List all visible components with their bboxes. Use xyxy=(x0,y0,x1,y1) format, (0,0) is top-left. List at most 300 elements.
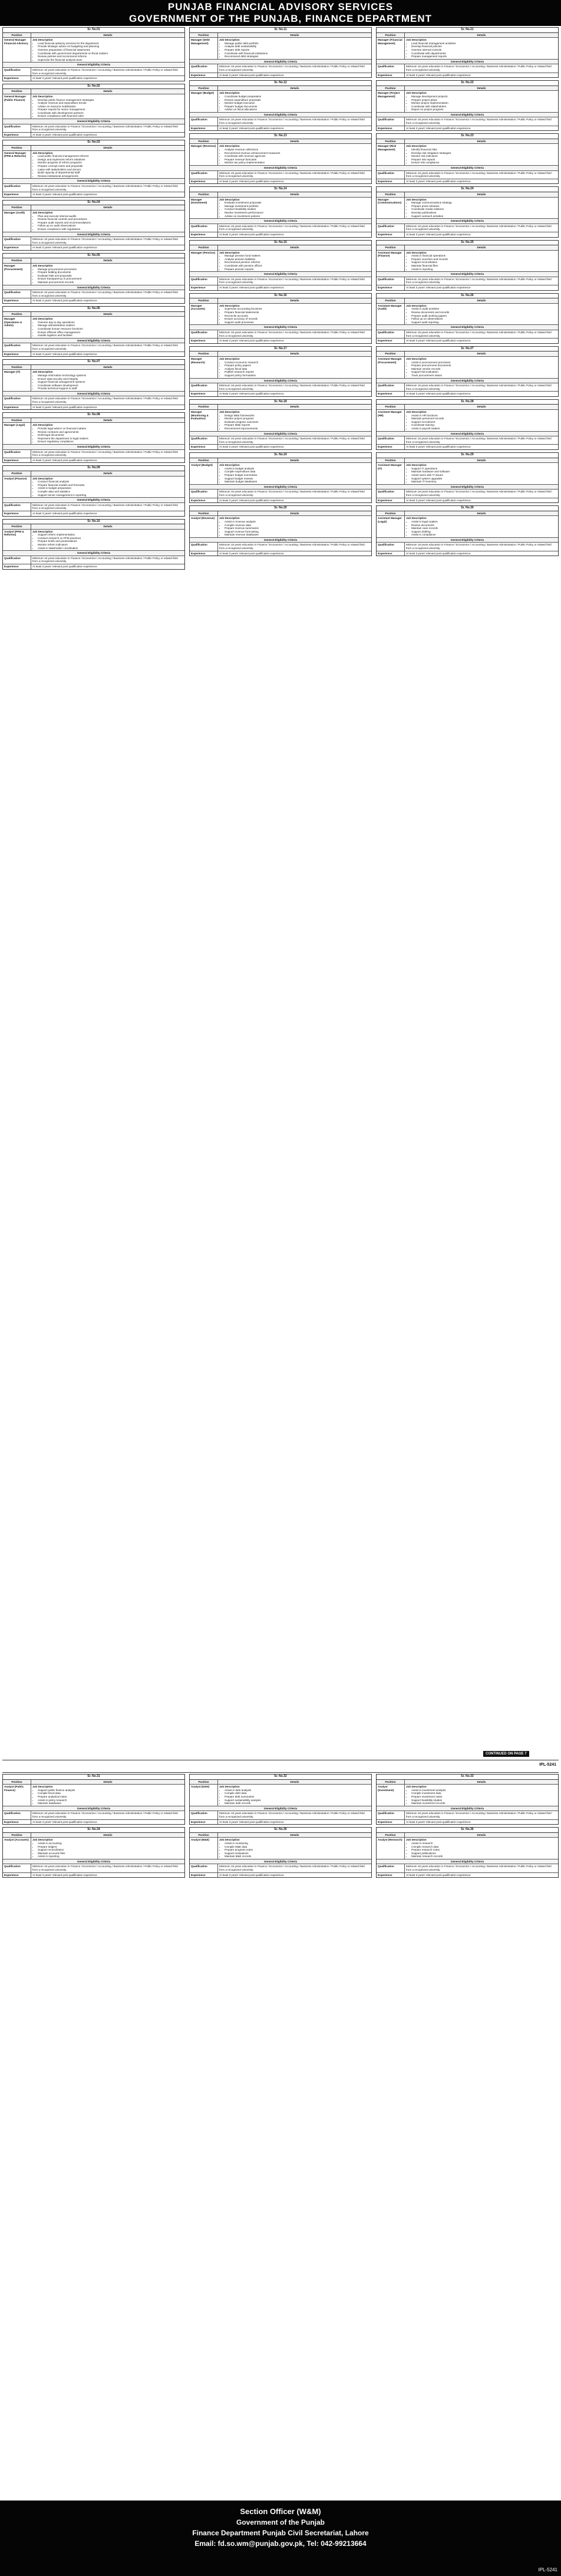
serial-number: Sr. No.31 xyxy=(3,1775,184,1780)
details-label: Details xyxy=(290,192,299,196)
experience-text: At least 3 years' relevant post qualification experience. xyxy=(32,458,98,462)
details-header xyxy=(377,405,558,410)
job-duties-list xyxy=(406,467,557,484)
job-description-row xyxy=(190,357,371,379)
qualification-text: Minimum 16 years education in Finance / Economics / Accounting / Business Administration / Public Policy or related field from a recognized university. xyxy=(219,224,365,231)
position-label: Position xyxy=(190,86,218,91)
job-duties-list xyxy=(406,414,557,431)
experience-label: Experience xyxy=(3,192,31,197)
job-duty-item: • Manage public debt portfolio xyxy=(225,42,370,45)
position-title: Manager (Procurement) xyxy=(3,264,31,285)
job-duties-list xyxy=(32,427,183,443)
experience-text: At least 3 years' relevant post qualification experience. xyxy=(32,193,98,196)
job-description xyxy=(218,463,371,484)
details-label: Details xyxy=(290,1833,299,1836)
qualification-text: Minimum 16 years education in Finance / Economics / Accounting / Business Administration / Public Policy or related field from a recognized university. xyxy=(32,1865,178,1872)
job-description-label: Job Description xyxy=(219,517,240,520)
job-description xyxy=(31,370,184,391)
details-header xyxy=(377,33,558,38)
experience-row xyxy=(3,1820,184,1825)
experience-row xyxy=(190,392,371,396)
job-duty-item: • Oversee internal controls xyxy=(411,48,557,52)
details-label: Details xyxy=(477,1833,486,1836)
qualification-text: Minimum 16 years education in Finance / Economics / Accounting / Business Administration / Public Policy or related field from a recognized university. xyxy=(406,118,552,125)
experience-row xyxy=(377,1820,558,1825)
job-description-row xyxy=(3,94,184,119)
job-description-row xyxy=(3,1785,184,1806)
position-title: Manager (Revenue) xyxy=(190,144,218,165)
position-box xyxy=(2,359,185,410)
separator-band xyxy=(2,1760,559,1773)
job-description-label: Job Description xyxy=(406,517,427,520)
experience-label: Experience xyxy=(190,445,218,449)
job-description-row xyxy=(377,463,558,485)
experience-label: Experience xyxy=(377,551,405,556)
position-label: Position xyxy=(377,351,405,356)
position-label: Position xyxy=(190,351,218,356)
details-label: Details xyxy=(103,471,113,475)
job-duties-list xyxy=(219,467,370,484)
job-duty-item: • Develop publications xyxy=(411,211,557,215)
experience-text: At least 3 years' relevant post qualification experience. xyxy=(406,392,471,396)
general-eligibility-label: General Eligibility Criteria xyxy=(263,166,298,169)
job-description xyxy=(218,91,371,112)
job-duty-item: • Assist in investment analysis xyxy=(411,1789,557,1792)
general-eligibility-label: General Eligibility Criteria xyxy=(263,538,298,541)
general-eligibility-header xyxy=(190,272,371,277)
details-header xyxy=(3,89,184,94)
job-description-row xyxy=(190,91,371,113)
positions-columns xyxy=(2,27,559,1757)
job-description xyxy=(218,1838,371,1859)
job-duty-item: • Prepare risk reports xyxy=(411,158,557,162)
job-duty-item: • Report on project progress xyxy=(411,108,557,111)
job-duties-list xyxy=(32,321,183,337)
job-duties-list xyxy=(32,215,183,231)
experience-row xyxy=(3,1873,184,1878)
details-label: Details xyxy=(477,511,486,515)
qualification-text: Minimum 16 years education in Finance / Economics / Accounting / Business Administration / Public Policy or related field from a recognized university. xyxy=(32,344,178,350)
job-description-row xyxy=(377,357,558,379)
details-header xyxy=(190,139,371,144)
details-header xyxy=(190,33,371,38)
position-label: Position xyxy=(190,33,218,38)
job-duty-item: • Maintain investment records xyxy=(411,1802,557,1805)
job-duty-item: • Coordinate with stakeholders xyxy=(411,105,557,109)
job-duties-list xyxy=(406,95,557,111)
job-duty-item: • Coordinate with pension offices xyxy=(225,264,370,268)
job-duties-list xyxy=(219,520,370,537)
job-duty-item: • Review institutional arrangements xyxy=(38,175,183,178)
general-eligibility-header xyxy=(377,166,558,171)
general-eligibility-header xyxy=(190,325,371,330)
footer-address: Finance Department Punjab Civil Secretariat, Lahore xyxy=(192,2529,369,2537)
details-header xyxy=(3,1780,184,1785)
job-duty-item: • Prepare research notes xyxy=(411,1848,557,1852)
job-description xyxy=(405,198,558,219)
serial-number: Sr. No.11 xyxy=(190,28,371,33)
experience-text: At least 3 years' relevant post qualification experience. xyxy=(32,565,98,569)
job-description xyxy=(31,38,184,62)
qualification-row xyxy=(3,124,184,133)
qualification-text: Minimum 16 years education in Finance / Economics / Accounting / Business Administration / Public Policy or related field from a recognized university. xyxy=(32,1812,178,1818)
job-description-label: Job Description xyxy=(406,144,427,148)
serial-number: Sr. No.10 xyxy=(3,520,184,525)
job-description xyxy=(405,304,558,325)
experience-row xyxy=(377,126,558,131)
qualification-text: Minimum 16 years education in Finance / Economics / Accounting / Business Administration / Public Policy or related field from a recognized university. xyxy=(219,1812,365,1818)
position-label: Position xyxy=(377,192,405,197)
general-eligibility-label: General Eligibility Criteria xyxy=(450,113,484,116)
job-description-row xyxy=(190,144,371,166)
details-label: Details xyxy=(103,1833,113,1836)
qualification-text: Minimum 16 years education in Finance / Economics / Accounting / Business Administration / Public Policy or related field from a recognized university. xyxy=(406,65,552,71)
job-duty-item: • Support reform implementation xyxy=(38,533,183,537)
experience-label: Experience xyxy=(377,126,405,131)
details-header xyxy=(3,524,184,530)
job-description-label: Job Description xyxy=(406,410,427,414)
serial-number: Sr. No.33 xyxy=(377,1775,558,1780)
job-duties-list xyxy=(406,361,557,377)
job-duty-item: • Conduct economic research xyxy=(225,361,370,364)
job-duty-item: • Support IT operations xyxy=(411,467,557,471)
position-box xyxy=(376,1827,559,1878)
details-label: Details xyxy=(477,192,486,196)
serial-number: Sr. No.01 xyxy=(3,28,184,33)
job-description xyxy=(218,357,371,378)
job-duty-item: • Compile revenue data xyxy=(225,524,370,527)
column-1 xyxy=(2,27,185,1757)
experience-row xyxy=(190,445,371,449)
job-duty-item: • Analyse pension liabilities xyxy=(225,258,370,261)
details-header xyxy=(3,471,184,477)
job-description xyxy=(405,38,558,59)
job-description-row xyxy=(190,463,371,485)
job-description xyxy=(31,317,184,338)
job-duty-item: • Support revenue forecasting xyxy=(225,530,370,534)
job-duty-item: • Prepare revenue forecasts xyxy=(225,158,370,162)
job-description-label: Job Description xyxy=(406,1838,427,1842)
job-description-row xyxy=(3,423,184,445)
job-duty-item: • Analyse debt sustainability xyxy=(225,45,370,48)
job-description xyxy=(405,251,558,272)
qualification-label: Qualification xyxy=(3,503,31,511)
job-duty-item: • Assist in stakeholder coordination xyxy=(38,547,183,550)
position-label: Position xyxy=(3,205,31,210)
experience-label: Experience xyxy=(190,339,218,343)
qualification-row xyxy=(190,224,371,232)
qualification-text: Minimum 16 years education in Finance / Economics / Accounting / Business Administration / Public Policy or related field from a recognized university. xyxy=(32,124,178,132)
details-header xyxy=(3,418,184,423)
job-duty-item: • Recommend improvements xyxy=(225,427,370,431)
position-label: Position xyxy=(190,1780,218,1785)
job-duty-item: • Prepare budget summaries xyxy=(225,474,370,477)
job-duty-item: • Manage investment portfolio xyxy=(225,205,370,208)
ipl-reference-bottom: IPL-5241 xyxy=(538,2567,557,2572)
job-description-label: Job Description xyxy=(219,1785,240,1789)
experience-label: Experience xyxy=(190,179,218,184)
position-title: Assistant Manager (Procurement) xyxy=(377,357,405,378)
qualification-text: Minimum 16 years education in Finance / Economics / Accounting / Business Administration / Public Policy or related field from a recognized university. xyxy=(406,384,552,390)
details-label: Details xyxy=(103,259,113,262)
qualification-text: Minimum 16 years education in Finance / Economics / Accounting / Business Administration / Public Policy or related field from a recognized university. xyxy=(219,490,365,497)
position-title: Analyst (PFM & Reforms) xyxy=(3,530,31,551)
job-duty-item: • Prepare M&E reports xyxy=(225,423,370,427)
qualification-row xyxy=(3,184,184,192)
job-duty-item: • Assist in compliance xyxy=(411,533,557,537)
job-duty-item: • Follow up on observations xyxy=(411,317,557,321)
experience-label: Experience xyxy=(190,73,218,78)
position-box xyxy=(189,240,372,291)
experience-label: Experience xyxy=(377,179,405,184)
general-eligibility-label: General Eligibility Criteria xyxy=(263,432,298,435)
details-label: Details xyxy=(290,405,299,409)
general-eligibility-label: General Eligibility Criteria xyxy=(450,1806,484,1810)
general-eligibility-label: General Eligibility Criteria xyxy=(450,60,484,63)
experience-row xyxy=(377,339,558,343)
job-duty-item: • Prepare progress notes xyxy=(225,1848,370,1852)
general-eligibility-label: General Eligibility Criteria xyxy=(77,392,111,395)
job-description xyxy=(218,304,371,325)
job-description-row xyxy=(3,38,184,63)
qualification-row xyxy=(190,1811,371,1819)
general-eligibility-label: General Eligibility Criteria xyxy=(263,113,298,116)
experience-label: Experience xyxy=(190,232,218,237)
details-header xyxy=(377,1780,558,1785)
job-duties-list xyxy=(32,98,183,119)
qualification-row xyxy=(377,436,558,445)
qualification-text: Minimum 16 years education in Finance / Economics / Accounting / Business Administration / Public Policy or related field from a recognized university. xyxy=(219,277,365,284)
position-label: Position xyxy=(190,192,218,197)
experience-row xyxy=(190,1820,371,1825)
experience-row xyxy=(190,232,371,237)
serial-number: Sr. No.29 xyxy=(377,453,558,458)
job-duty-item: • Support system upgrades xyxy=(411,477,557,481)
position-box xyxy=(189,452,372,503)
job-duty-item: • Oversee day to day operations xyxy=(38,321,183,324)
job-duty-item: • Coordinate with financial institutions xyxy=(225,52,370,55)
experience-text: At least 3 years' relevant post qualification experience. xyxy=(219,232,285,236)
qualification-label: Qualification xyxy=(190,171,218,179)
experience-text: At least 3 years' relevant post qualification experience. xyxy=(219,339,285,343)
job-duty-item: • Prepare financial models and forecasts xyxy=(38,484,183,487)
general-eligibility-label: General Eligibility Criteria xyxy=(263,326,298,329)
details-label: Details xyxy=(290,299,299,303)
experience-label: Experience xyxy=(3,1873,31,1878)
general-eligibility-label: General Eligibility Criteria xyxy=(263,1859,298,1863)
general-eligibility-header xyxy=(377,432,558,437)
serial-number: Sr. No.08 xyxy=(3,413,184,418)
general-eligibility-header xyxy=(190,219,371,224)
position-label: Position xyxy=(190,245,218,250)
experience-row xyxy=(3,192,184,197)
position-title: Analyst (Revenue) xyxy=(190,516,218,537)
position-box xyxy=(376,240,559,291)
job-description-row xyxy=(377,410,558,432)
serial-number: Sr. No.22 xyxy=(377,81,558,86)
position-title: Manager (Research) xyxy=(190,357,218,378)
lower-column-3 xyxy=(376,1774,559,2493)
job-duty-item: • Assist in accounting xyxy=(38,1842,183,1845)
position-title: Manager (Budget) xyxy=(190,91,218,112)
position-title: General Manager Financial Advisory xyxy=(3,38,31,62)
position-box xyxy=(189,80,372,131)
details-label: Details xyxy=(477,1780,486,1783)
job-description xyxy=(31,151,184,179)
experience-row xyxy=(190,285,371,290)
position-title: Assistant Manager (HR) xyxy=(377,410,405,431)
position-label: Position xyxy=(3,258,31,263)
details-header xyxy=(190,405,371,410)
job-description xyxy=(405,463,558,484)
job-duty-item: • Coordinate software development xyxy=(38,384,183,387)
experience-label: Experience xyxy=(190,285,218,290)
job-description-row xyxy=(190,198,371,219)
position-title: Manager (Project Management) xyxy=(377,91,405,112)
experience-label: Experience xyxy=(190,1873,218,1878)
qualification-label: Qualification xyxy=(377,1864,405,1872)
qualification-text: Minimum 16 years education in Finance / Economics / Accounting / Business Administration / Public Policy or related field from a recognized university. xyxy=(406,490,552,497)
experience-label: Experience xyxy=(3,511,31,516)
qualification-row xyxy=(190,436,371,445)
qualification-text: Minimum 16 years education in Finance / Economics / Accounting / Business Administration / Public Policy or related field from a recognized university. xyxy=(406,330,552,337)
job-duty-item: • Review financial controls and procedures xyxy=(38,218,183,221)
job-duty-item: • Conduct feasibility studies xyxy=(225,208,370,211)
job-duty-item: • Support publications xyxy=(411,1852,557,1855)
job-duty-item: • Ensure compliance with financial rules xyxy=(38,114,183,118)
job-duty-item: • Prepare investment notes xyxy=(411,1795,557,1799)
position-label: Position xyxy=(3,418,31,423)
job-description-row xyxy=(377,198,558,219)
job-description-label: Job Description xyxy=(219,464,240,467)
position-title: Assistant Manager (Legal) xyxy=(377,516,405,537)
experience-text: At least 3 years' relevant post qualification experience. xyxy=(219,179,285,183)
serial-number: Sr. No.32 xyxy=(190,1775,371,1780)
serial-number: Sr. No.06 xyxy=(3,307,184,312)
job-duty-item: • Provide technical support to staff xyxy=(38,387,183,390)
footer-contact: Email: fd.so.wm@punjab.gov.pk, Tel: 042-99213664 xyxy=(194,2539,367,2548)
details-header xyxy=(190,245,371,251)
position-box xyxy=(189,399,372,450)
job-duty-item: • Assist in policy research xyxy=(38,1799,183,1802)
qualification-label: Qualification xyxy=(3,343,31,351)
position-title: General Manager (Public Finance) xyxy=(3,94,31,119)
experience-text: At least 3 years' relevant post qualification experience. xyxy=(406,1873,471,1877)
job-description-label: Job Description xyxy=(32,38,53,42)
qualification-text: Minimum 16 years education in Finance / Economics / Accounting / Business Administration / Public Policy or related field from a recognized university. xyxy=(32,556,178,563)
general-eligibility-header xyxy=(3,232,184,238)
job-duty-item: • Manage communications strategy xyxy=(411,201,557,205)
job-description xyxy=(405,144,558,165)
serial-number: Sr. No.25 xyxy=(377,241,558,246)
qualification-label: Qualification xyxy=(3,184,31,192)
job-duty-item: • Liaise with stakeholders and donors xyxy=(38,168,183,172)
column-2 xyxy=(189,27,372,1757)
job-duty-item: • Recommend revenue enhancement measures xyxy=(225,152,370,155)
position-box xyxy=(2,465,185,516)
job-description-row xyxy=(377,251,558,272)
position-box xyxy=(189,1774,372,1825)
job-duty-item: • Draft legal documents xyxy=(38,433,183,437)
job-duties-list xyxy=(219,148,370,165)
job-description-label: Job Description xyxy=(219,38,240,42)
job-duty-item: • Evaluate investment proposals xyxy=(225,201,370,205)
qualification-text: Minimum 16 years education in Finance / Economics / Accounting / Business Administration / Public Policy or related field from a recognized university. xyxy=(32,238,178,244)
general-eligibility-label: General Eligibility Criteria xyxy=(77,63,111,67)
job-duty-item: • Prepare concept notes and proposals xyxy=(38,165,183,168)
qualification-label: Qualification xyxy=(190,224,218,232)
qualification-row xyxy=(190,64,371,73)
serial-number: Sr. No.04 xyxy=(3,201,184,206)
experience-text: At least 3 years' relevant post qualification experience. xyxy=(32,1820,98,1823)
details-header xyxy=(377,86,558,91)
experience-label: Experience xyxy=(3,564,31,569)
qualification-label: Qualification xyxy=(3,556,31,564)
job-duty-item: • Review policies and recommend reforms xyxy=(38,55,183,58)
general-eligibility-header xyxy=(3,285,184,291)
job-description-label: Job Description xyxy=(32,1838,53,1842)
qualification-text: Minimum 16 years education in Finance / Economics / Accounting / Business Administration / Public Policy or related field from a recognized university. xyxy=(406,224,552,231)
experience-text: At least 3 years' relevant post qualification experience. xyxy=(32,299,98,303)
general-eligibility-header xyxy=(3,551,184,556)
job-duty-item: • Prepare budget documents xyxy=(225,105,370,109)
general-eligibility-header xyxy=(190,1859,371,1865)
details-header xyxy=(3,365,184,370)
job-duty-item: • Coordinate with departments xyxy=(411,52,557,55)
experience-row xyxy=(377,551,558,556)
qualification-label: Qualification xyxy=(190,117,218,125)
qualification-label: Qualification xyxy=(377,436,405,444)
position-label: Position xyxy=(3,1833,31,1838)
qualification-row xyxy=(190,543,371,551)
position-box xyxy=(189,186,372,237)
qualification-row xyxy=(377,171,558,179)
serial-number: Sr. No.18 xyxy=(190,400,371,405)
details-label: Details xyxy=(477,458,486,462)
general-eligibility-header xyxy=(377,272,558,277)
job-duty-item: • Coordinate training xyxy=(411,423,557,427)
job-duty-item: • Coordinate with development partners xyxy=(38,111,183,115)
experience-text: At least 3 years' relevant post qualification experience. xyxy=(406,73,471,77)
details-label: Details xyxy=(103,146,113,150)
job-description-row xyxy=(3,477,184,498)
job-description-label: Job Description xyxy=(219,251,240,254)
general-eligibility-label: General Eligibility Criteria xyxy=(77,232,111,236)
position-label: Position xyxy=(3,33,31,38)
experience-label: Experience xyxy=(377,445,405,449)
experience-label: Experience xyxy=(377,339,405,343)
qualification-row xyxy=(3,450,184,458)
details-header xyxy=(377,139,558,144)
experience-row xyxy=(3,298,184,303)
job-duty-item: • Prepare debt reports xyxy=(225,48,370,52)
position-title: Manager (Monitoring & Evaluation) xyxy=(190,410,218,431)
qualification-label: Qualification xyxy=(377,383,405,391)
details-label: Details xyxy=(103,418,113,422)
job-duty-item: • Maintain IT inventory xyxy=(411,480,557,484)
job-duty-item: • Support recruitment xyxy=(411,420,557,424)
job-duty-item: • Prepare ledgers xyxy=(38,1845,183,1849)
general-eligibility-label: General Eligibility Criteria xyxy=(263,272,298,276)
position-box xyxy=(376,399,559,450)
experience-row xyxy=(190,551,371,556)
job-description-row xyxy=(377,1838,558,1859)
experience-text: At least 3 years' relevant post qualification experience. xyxy=(406,551,471,555)
job-description xyxy=(31,94,184,119)
lower-sections xyxy=(2,1774,559,2493)
qualification-row xyxy=(3,68,184,76)
job-duty-item: • Ensure risk compliance xyxy=(411,161,557,165)
